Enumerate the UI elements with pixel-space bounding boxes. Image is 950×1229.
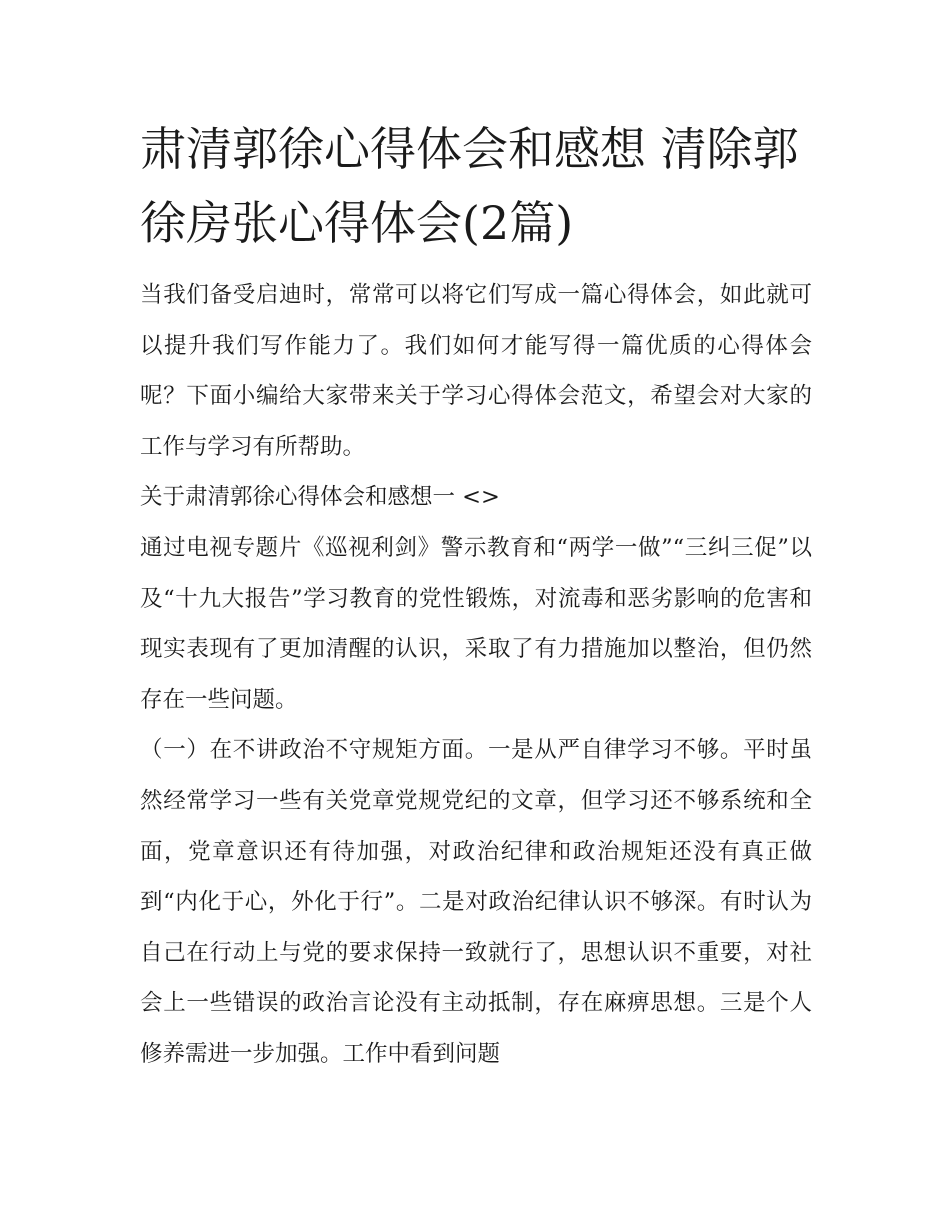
document-title: 肃清郭徐心得体会和感想 清除郭徐房张心得体会(2篇) (140, 122, 799, 250)
body-paragraph: （一）在不讲政治不守规矩方面。一是从严自律学习不够。平时虽然经常学习一些有关党章党规党纪的文章，但学习还不够系统和全面，党章意识还有待加强，对政治纪律和政治规矩还没有真正做到“内化于心，外化于行”。二是对政治纪律认识不够深。有时认为自己在行动上与党的要求保持一致就行了，思想认识不重要，对社会上一些错误的政治言论没有主动抵制，存在麻痹思想。三是个人修养需进一步加强。工作中看到问题 (140, 737, 812, 1067)
intro-paragraph: 当我们备受启迪时，常常可以将它们写成一篇心得体会，如此就可以提升我们写作能力了。我们如何才能写得一篇优质的心得体会呢？下面小编给大家带来关于学习心得体会范文，希望会对大家的工作与学习有所帮助。 (140, 282, 812, 460)
section-heading: 关于肃清郭徐心得体会和感想一 <> (140, 484, 500, 511)
document-body (140, 112, 812, 1080)
body-paragraph: 通过电视专题片《巡视利剑》警示教育和“两学一做”“三纠三促”以及“十九大报告”学习教育的党性锻炼，对流毒和恶劣影响的危害和现实表现有了更加清醒的认识，采取了有力措施加以整治，但仍然存在一些问题。 (140, 534, 812, 713)
